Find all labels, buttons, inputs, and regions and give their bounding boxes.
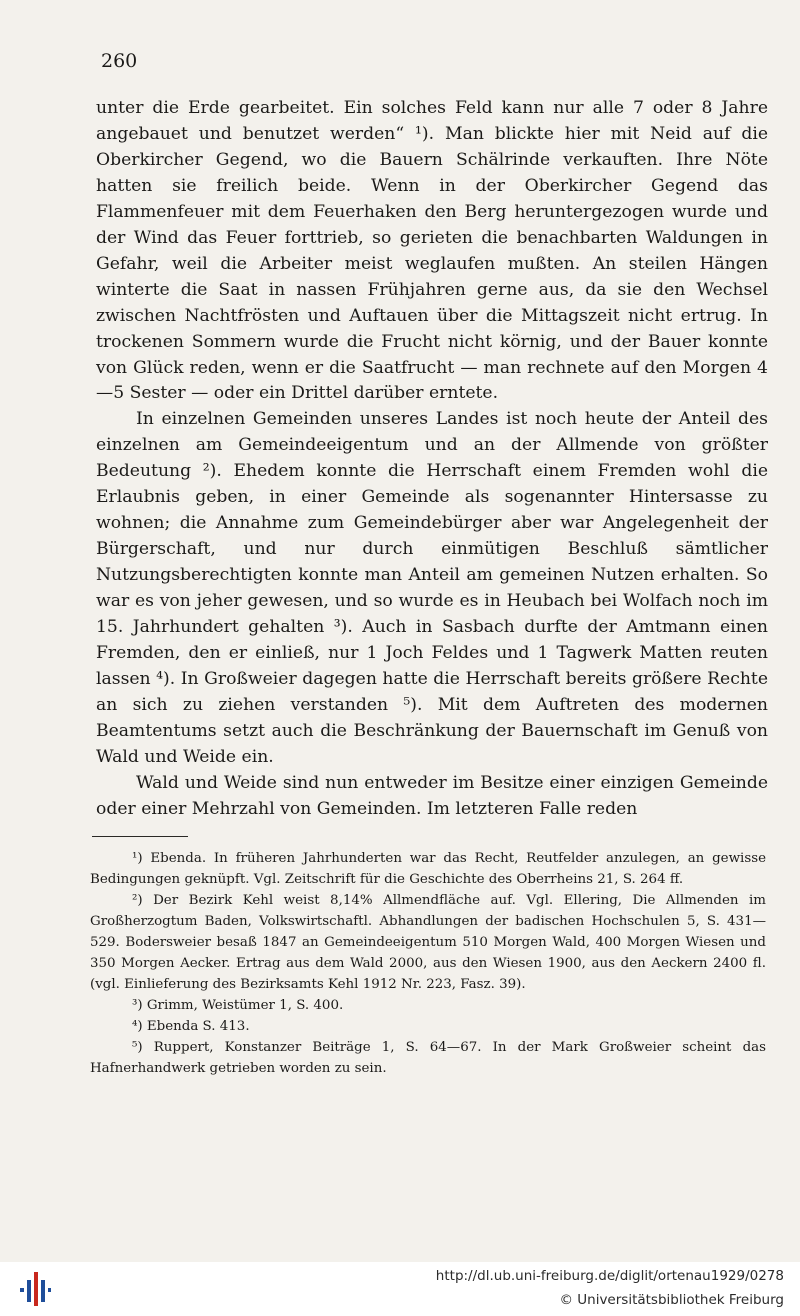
copyright-notice: © Universitätsbibliothek Freiburg <box>559 1292 784 1308</box>
footnote: ²) Der Bezirk Kehl weist 8,14% Allmendfläche auf. Vgl. Ellering, Die Allmenden im Großherzogtum Baden, Volkswirtschaftl. Abhandlungen der badischen Hochschulen 5, S. 431—529. Bodersweier besaß 1847 an Gemeindeeigentum 510 Morgen Wald, 400 Morgen Wiesen und 350 Morgen Aecker. Ertrag aus dem Wald 2000, aus den Wiesen 1900, aus den Aeckern 2400 fl. (vgl. Einlieferung des Bezirksamts Kehl 1912 Nr. 223, Fasz. 39). <box>90 893 766 992</box>
source-link[interactable]: http://dl.ub.uni-freiburg.de/diglit/ortenau1929/0278 <box>435 1268 784 1284</box>
body-text <box>96 96 768 823</box>
footnote-separator <box>92 836 188 837</box>
footnote: ³) Grimm, Weistümer 1, S. 400. <box>132 998 344 1013</box>
page-number: 260 <box>101 50 138 72</box>
paragraph: Wald und Weide sind nun entweder im Besitze einer einzigen Gemeinde oder einer Mehrzahl von Gemeinden. Im letzteren Falle reden <box>96 772 768 819</box>
library-logo-icon <box>18 1266 52 1312</box>
footnote: ⁴) Ebenda S. 413. <box>132 1019 250 1034</box>
paragraph: unter die Erde gearbeitet. Ein solches Feld kann nur alle 7 oder 8 Jahre angebauet und benutzet werden“ ¹). Man blickte hier mit Neid auf die Oberkircher Gegend, wo die Bauern Schälrinde verkauften. Ihre Nöte hatten sie freilich beide. Wenn in der Oberkircher Gegend das Flammenfeuer mit dem Feuerhaken den Berg heruntergezogen wurde und der Wind das Feuer forttrieb, so gerieten die benachbarten Waldungen in Gefahr, weil die Arbeiter meist weglaufen mußten. An steilen Hängen winterte die Saat in nassen Frühjahren gerne aus, da sie den Wechsel zwischen Nachtfrösten und Auftauen über die Mittagszeit nicht ertrug. In trockenen Sommern wurde die Frucht nicht körnig, und der Bauer konnte von Glück reden, wenn er die Saatfrucht — man rechnete auf den Morgen 4—5 Sester — oder ein Drittel darüber erntete. <box>96 98 768 404</box>
footnote: ⁵) Ruppert, Konstanzer Beiträge 1, S. 64—67. In der Mark Großweier scheint das Hafnerhandwerk getrieben worden zu sein. <box>90 1040 766 1076</box>
library-footer <box>0 1262 800 1316</box>
footnotes <box>90 848 766 1079</box>
paragraph: In einzelnen Gemeinden unseres Landes ist noch heute der Anteil des einzelnen am Gemeindeeigentum und an der Allmende von größter Bedeutung ²). Ehedem konnte die Herrschaft einem Fremden wohl die Erlaubnis geben, in einer Gemeinde als sogenannter Hintersasse zu wohnen; die Annahme zum Gemeindebürger aber war Angelegenheit der Bürgerschaft, und nur durch einmütigen Beschluß sämtlicher Nutzungsberechtigten konnte man Anteil am gemeinen Nutzen erhalten. So war es von jeher gewesen, und so wurde es in Heubach bei Wolfach noch im 15. Jahrhundert gehalten ³). Auch in Sasbach durfte der Amtmann einen Fremden, den er einließ, nur 1 Joch Feldes und 1 Tagwerk Matten reuten lassen ⁴). In Großweier dagegen hatte die Herrschaft bereits größere Rechte an sich zu ziehen verstanden ⁵). Mit dem Auftreten des modernen Beamtentums setzt auch die Beschränkung der Bauernschaft im Genuß von Wald und Weide ein. <box>96 409 768 767</box>
footnote: ¹) Ebenda. In früheren Jahrhunderten war das Recht, Reutfelder anzulegen, an gewisse Bedingungen geknüpft. Vgl. Zeitschrift für die Geschichte des Oberrheins 21, S. 264 ff. <box>90 851 766 887</box>
